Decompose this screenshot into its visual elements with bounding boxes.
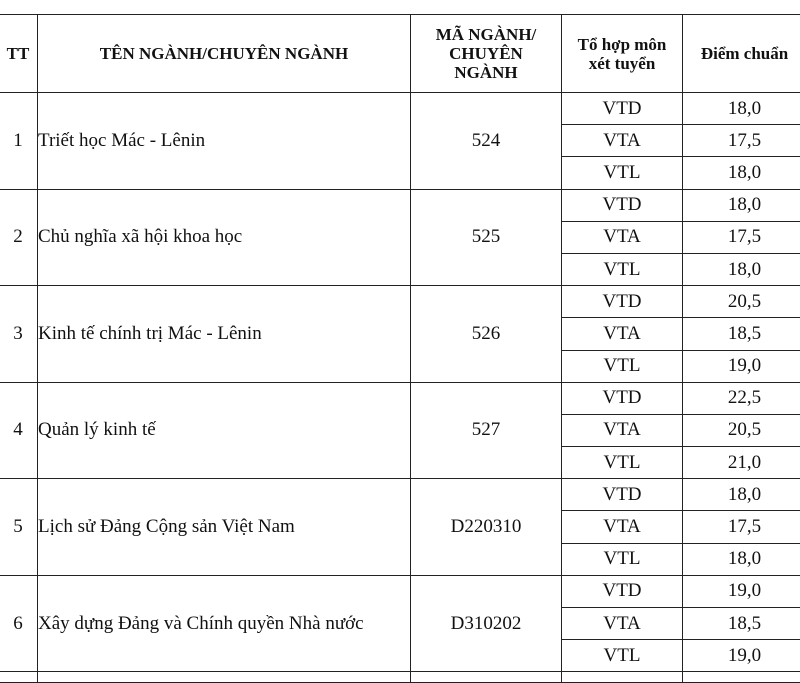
table-body xyxy=(0,93,800,672)
row-score: 18,0 xyxy=(683,189,800,221)
row-major-name: Xây dựng Đảng và Chính quyền Nhà nước xyxy=(38,575,411,672)
row-combo: VTD xyxy=(562,189,683,221)
table-header-row xyxy=(0,15,800,93)
row-score: 17,5 xyxy=(683,221,800,253)
row-tt: 1 xyxy=(0,93,38,190)
row-major-code: 525 xyxy=(411,189,562,286)
table-row xyxy=(0,286,800,318)
row-combo: VTL xyxy=(562,640,683,672)
header-combo-line2: xét tuyển xyxy=(562,54,682,73)
row-combo: VTL xyxy=(562,447,683,479)
row-combo: VTD xyxy=(562,382,683,414)
row-score: 18,0 xyxy=(683,93,800,125)
row-major-name: Quản lý kinh tế xyxy=(38,382,411,479)
row-score: 18,0 xyxy=(683,157,800,189)
row-score: 18,0 xyxy=(683,253,800,285)
row-score: 20,5 xyxy=(683,286,800,318)
row-combo: VTA xyxy=(562,221,683,253)
row-combo: VTL xyxy=(562,350,683,382)
row-combo: VTD xyxy=(562,479,683,511)
tail-cell xyxy=(411,672,562,683)
row-score: 18,0 xyxy=(683,479,800,511)
row-score: 18,5 xyxy=(683,608,800,640)
row-tt: 3 xyxy=(0,286,38,383)
row-score: 18,5 xyxy=(683,318,800,350)
row-combo: VTD xyxy=(562,575,683,607)
header-tt: TT xyxy=(0,15,38,93)
header-code-line3: NGÀNH xyxy=(411,63,561,82)
table-continuation-row xyxy=(0,672,800,683)
row-combo: VTA xyxy=(562,125,683,157)
header-combo xyxy=(562,15,683,93)
row-score: 20,5 xyxy=(683,414,800,446)
row-combo: VTA xyxy=(562,414,683,446)
table-row xyxy=(0,382,800,414)
row-combo: VTD xyxy=(562,286,683,318)
row-combo: VTL xyxy=(562,253,683,285)
row-major-name: Lịch sử Đảng Cộng sản Việt Nam xyxy=(38,479,411,576)
row-combo: VTA xyxy=(562,511,683,543)
header-combo-line1: Tổ hợp môn xyxy=(562,35,682,54)
row-combo: VTD xyxy=(562,93,683,125)
tail-cell xyxy=(562,672,683,683)
row-tt: 6 xyxy=(0,575,38,672)
row-score: 19,0 xyxy=(683,350,800,382)
row-major-code: 526 xyxy=(411,286,562,383)
row-combo: VTL xyxy=(562,157,683,189)
row-score: 18,0 xyxy=(683,543,800,575)
row-combo: VTL xyxy=(562,543,683,575)
header-code-line2: CHUYÊN xyxy=(411,44,561,63)
table-row xyxy=(0,93,800,125)
row-score: 19,0 xyxy=(683,575,800,607)
row-combo: VTA xyxy=(562,318,683,350)
row-major-code: D220310 xyxy=(411,479,562,576)
row-major-code: 524 xyxy=(411,93,562,190)
table-row xyxy=(0,479,800,511)
row-tt: 4 xyxy=(0,382,38,479)
header-score: Điểm chuẩn xyxy=(683,15,800,93)
row-score: 17,5 xyxy=(683,511,800,543)
admission-scores-table xyxy=(0,14,800,683)
row-major-name: Chủ nghĩa xã hội khoa học xyxy=(38,189,411,286)
row-tt: 5 xyxy=(0,479,38,576)
header-code xyxy=(411,15,562,93)
tail-cell xyxy=(38,672,411,683)
row-major-name: Triết học Mác - Lênin xyxy=(38,93,411,190)
row-score: 21,0 xyxy=(683,447,800,479)
row-score: 17,5 xyxy=(683,125,800,157)
tail-cell xyxy=(683,672,800,683)
header-code-line1: MÃ NGÀNH/ xyxy=(411,25,561,44)
row-combo: VTA xyxy=(562,608,683,640)
row-major-code: D310202 xyxy=(411,575,562,672)
tail-cell xyxy=(0,672,38,683)
row-score: 19,0 xyxy=(683,640,800,672)
row-score: 22,5 xyxy=(683,382,800,414)
header-name: TÊN NGÀNH/CHUYÊN NGÀNH xyxy=(38,15,411,93)
table-row xyxy=(0,575,800,607)
row-tt: 2 xyxy=(0,189,38,286)
row-major-name: Kinh tế chính trị Mác - Lênin xyxy=(38,286,411,383)
row-major-code: 527 xyxy=(411,382,562,479)
table-row xyxy=(0,189,800,221)
